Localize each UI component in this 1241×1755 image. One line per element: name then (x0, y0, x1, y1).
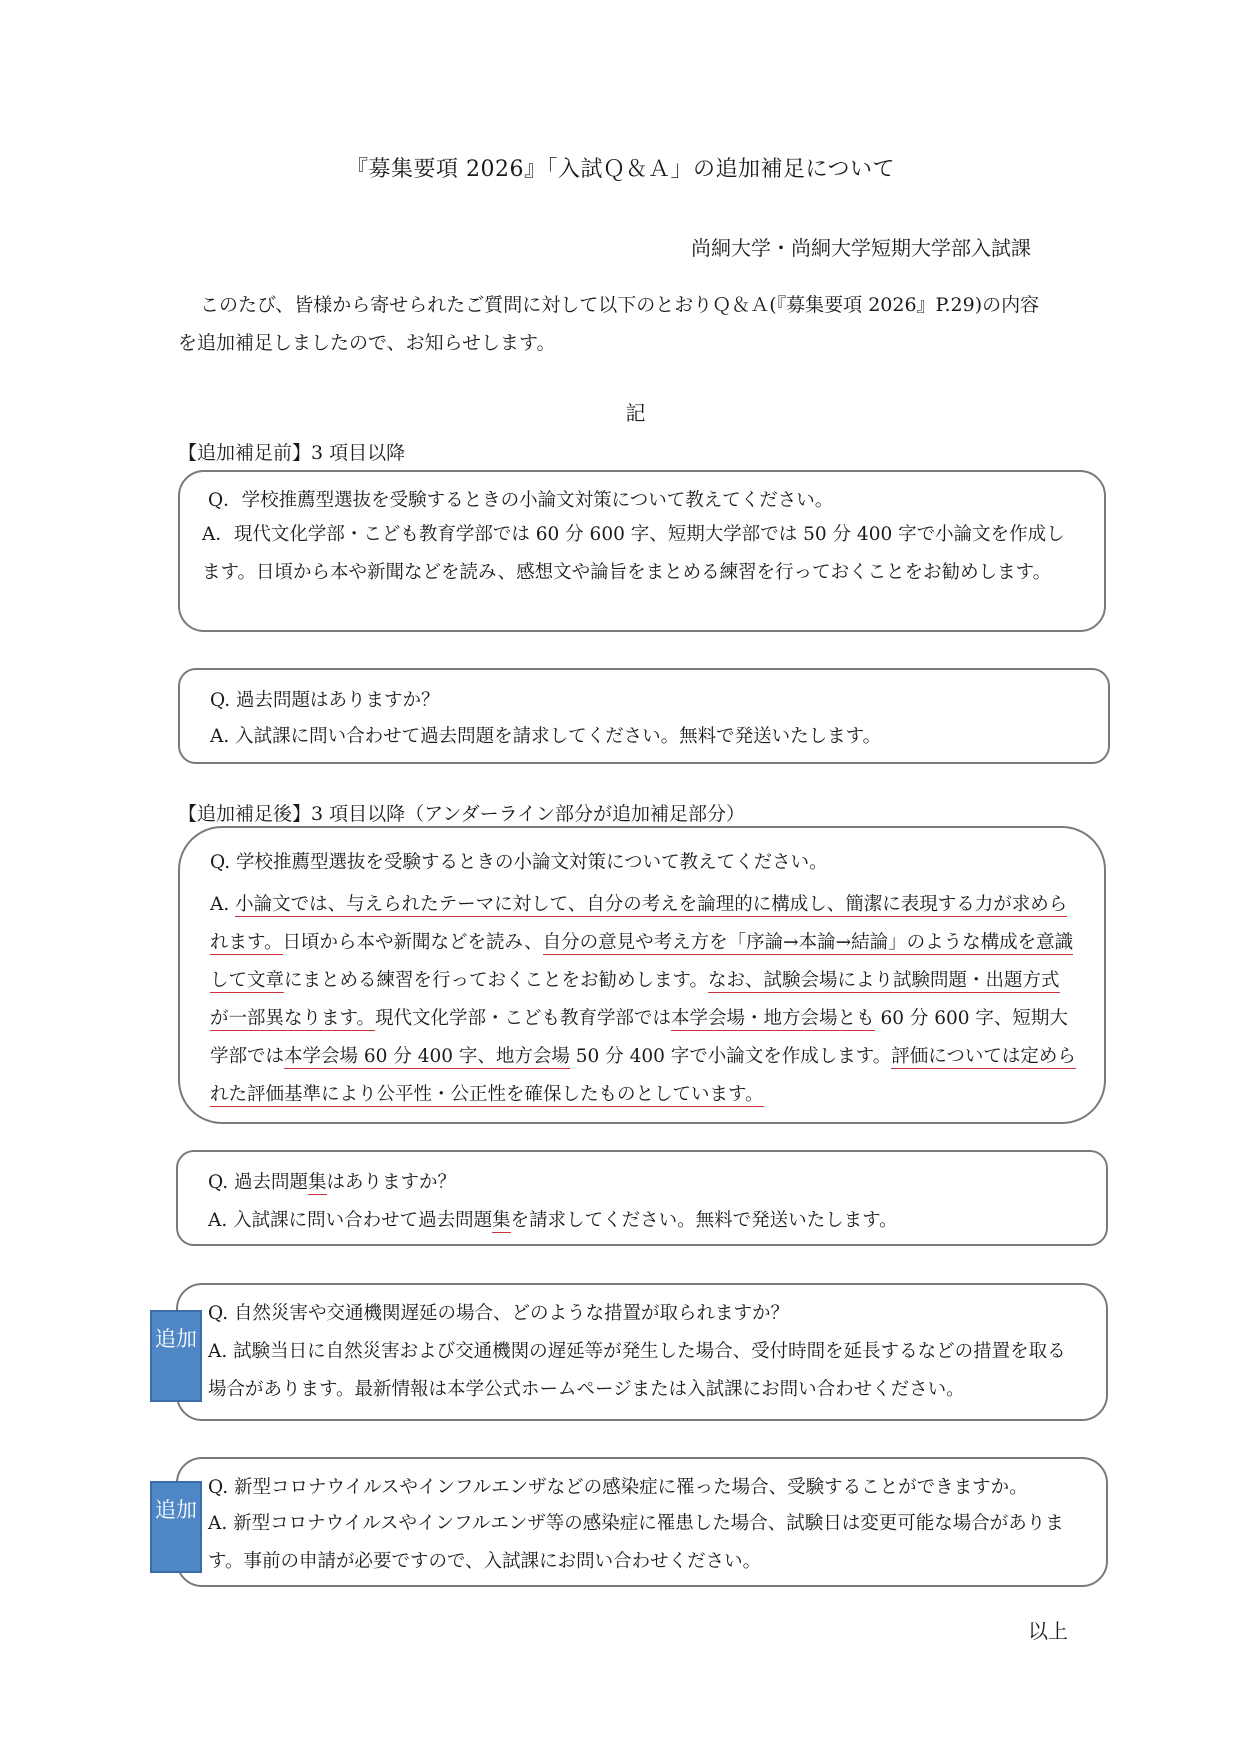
qa-box-after-2 (176, 1150, 1108, 1246)
answer-text: 現代文化学部・こども教育学部では (375, 1008, 672, 1029)
added-tag: 追加 (150, 1481, 202, 1573)
qa-box-after-3 (176, 1283, 1108, 1421)
answer-text: 日頃から本や新聞などを読み、 (282, 932, 543, 953)
qa-box-before-1 (178, 470, 1106, 632)
answer: A. 入試課に問い合わせて過去問題集を請求してください。無料で発送いたします。 (208, 1210, 898, 1231)
document-title: 『募集要項 2026』「入試Ｑ＆Ａ」の追加補足について (345, 157, 896, 182)
answer: A. 入試課に問い合わせて過去問題を請求してください。無料で発送いたします。 (210, 726, 882, 747)
question: Q. 過去問題はありますか？ (210, 690, 440, 711)
answer: A．現代文化学部・こども教育学部では 60 分 600 字、短期大学部では 50 分 400 字で小論文を作成します。日頃から本や新聞などを読み、感想文や論旨をまとめる練習を行っておくことをお勧めします。 (202, 524, 1065, 583)
question: Q. 学校推薦型選抜を受験するときの小論文対策について教えてください。 (210, 852, 828, 873)
underlined-addition: 集 (308, 1172, 327, 1193)
answer-prefix: A. (210, 894, 236, 915)
question: Q. 自然災害や交通機関遅延の場合、どのような措置が取られますか？ (208, 1303, 790, 1324)
intro-paragraph: このたび、皆様から寄せられたご質問に対して以下のとおりＱ＆Ａ(『募集要項 2026』P.29)の内容を追加補足しましたので、お知らせします。 (178, 294, 1040, 354)
question: Q. 新型コロナウイルスやインフルエンザなどの感染症に罹った場合、受験することができますか。 (208, 1477, 1028, 1498)
underlined-addition: なお、試験会場により試験問題・出題方式が一部異なります。 (210, 970, 1060, 1029)
question: Q. 過去問題集はありますか？ (208, 1172, 457, 1193)
underlined-addition: 自分の意見や考え方を「序論→本論→結論」のような構成を意識して文章 (210, 932, 1074, 991)
underlined-addition: 本学会場・地方会場とも (671, 1008, 875, 1029)
added-tag: 追加 (150, 1310, 202, 1402)
qa-box-after-4 (176, 1457, 1108, 1587)
qa-box-after-1 (178, 826, 1106, 1124)
underlined-addition: 集 (492, 1210, 511, 1231)
underlined-addition: 本学会場 60 分 400 字、地方会場 (284, 1046, 570, 1067)
question: Q．学校推薦型選抜を受験するときの小論文対策について教えてください。 (208, 490, 834, 511)
answer-text: 60 分 600 字、短期大学部では (210, 1008, 1068, 1067)
answer-text: にまとめる練習を行っておくことをお勧めします。 (284, 970, 709, 991)
organization: 尚絅大学・尚絅大学短期大学部入試課 (691, 236, 1031, 260)
underlined-addition: 評価については定められた評価基準により公平性・公正性を確保したものとしています。 (210, 1046, 1076, 1105)
ki-heading: 記 (625, 401, 646, 425)
qa-box-before-2 (178, 668, 1110, 764)
answer: A. 新型コロナウイルスやインフルエンザ等の感染症に罹患した場合、試験日は変更可能な場合があります。事前の申請が必要ですので、入試課にお問い合わせください。 (208, 1513, 1064, 1572)
after-heading: 【追加補足後】3 項目以降（アンダーライン部分が追加補足部分） (178, 803, 746, 825)
underlined-addition: 小論文では、与えられたテーマに対して、自分の考えを論理的に構成し、簡潔に表現する力が求められます。 (210, 894, 1068, 953)
answer (210, 886, 1076, 1114)
answer: A. 試験当日に自然災害および交通機関の遅延等が発生した場合、受付時間を延長するなどの措置を取る場合があります。最新情報は本学公式ホームページまたは入試課にお問い合わせください。 (208, 1341, 1066, 1400)
before-heading: 【追加補足前】3 項目以降 (178, 442, 406, 464)
closing-text: 以上 (1028, 1619, 1068, 1643)
answer-text: 50 分 400 字で小論文を作成します。 (569, 1046, 892, 1067)
